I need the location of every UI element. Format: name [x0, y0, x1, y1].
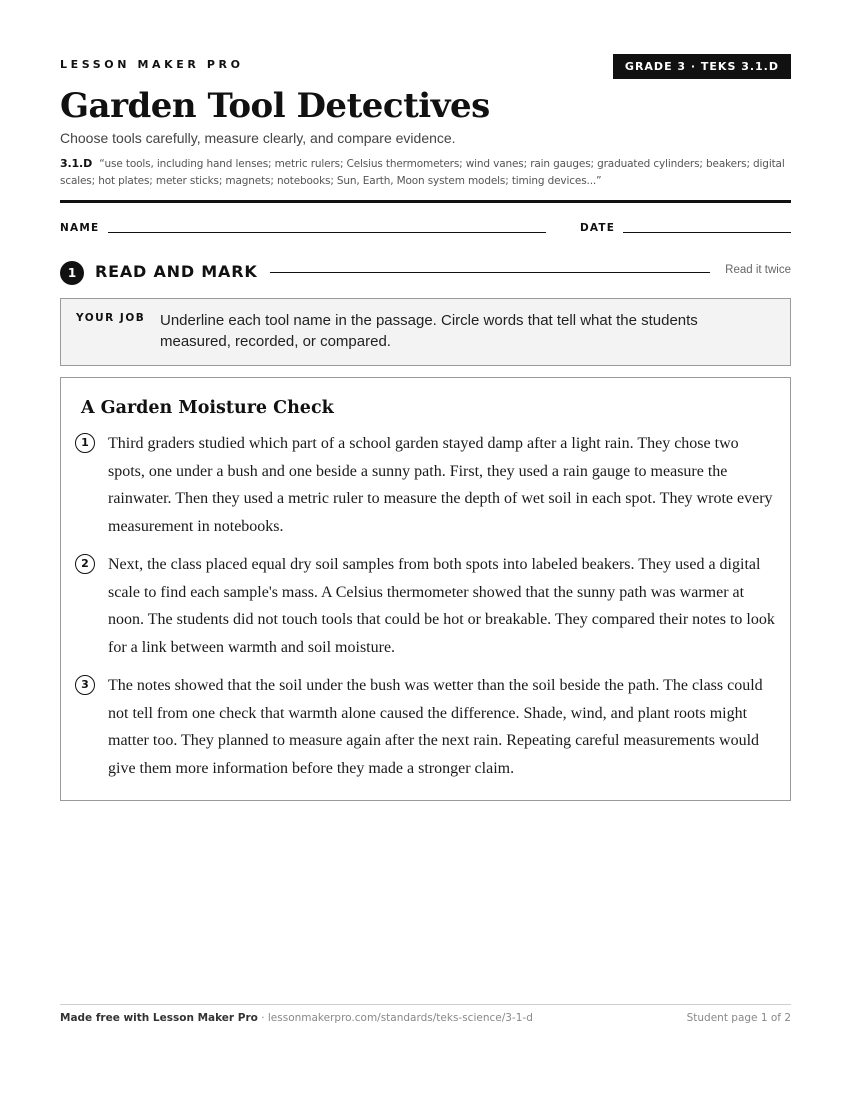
standard-statement: [60, 155, 791, 190]
paragraph-number: 3: [75, 675, 95, 695]
footer-url-link[interactable]: lessonmakerpro.com/standards/teks-science/3-1-d: [267, 1012, 533, 1024]
footer-made-with: Made free with Lesson Maker Pro: [60, 1012, 258, 1024]
section-number-badge: 1: [60, 261, 84, 285]
passage-paragraph: Third graders studied which part of a school garden stayed damp after a light rain. They chose two spots, one under a bush and one beside a sunny path. First, they used a rain gauge to measure the rainwater. Then they used a metric ruler to measure the depth of wet soil in each spot. They wrote every measurement in notebooks.: [108, 435, 773, 535]
footer-page-number: Student page 1 of 2: [686, 1012, 791, 1024]
job-text: Underline each tool name in the passage. Circle words that tell what the students measured, recorded, or compared.: [160, 312, 698, 350]
brand-name: LESSON MAKER PRO: [60, 58, 244, 71]
date-field[interactable]: [623, 232, 791, 233]
footer-divider: [60, 1004, 791, 1005]
name-label: NAME: [60, 222, 100, 234]
job-label: YOUR JOB: [76, 312, 146, 324]
passage-paragraph: The notes showed that the soil under the bush was wetter than the soil beside the path. The class could not tell from one check that warmth alone caused the difference. Shade, wind, and plant roots might matter too. They planned to measure again after the next rain. Repeating careful measurements would give them more information before they made a stronger claim.: [108, 677, 763, 777]
section-divider: [270, 272, 710, 273]
passage-paragraph: Next, the class placed equal dry soil samples from both spots into labeled beakers. They used a digital scale to find each sample's mass. A Celsius thermometer showed that the sunny path was warmer at noon. The students did not touch tools that could be hot or breakable. They compared their notes to look for a link between warmth and soil moisture.: [108, 556, 775, 656]
passage-title: A Garden Moisture Check: [81, 398, 334, 418]
paragraph-number: 1: [75, 433, 95, 453]
passage-box: [60, 377, 791, 801]
date-label: DATE: [580, 222, 616, 234]
standard-text: “use tools, including hand lenses; metric rulers; Celsius thermometers; wind vanes; rain gauges; graduated cylinders; beakers; digital scales; hot plates; meter sticks; magnets; notebooks; Sun, Earth, Moon system models; timing devices...”: [60, 158, 785, 187]
worksheet-page: [60, 0, 791, 1100]
header-divider: [60, 200, 791, 203]
grade-badge: GRADE 3 · TEKS 3.1.D: [613, 54, 791, 79]
job-instructions-box: [60, 298, 791, 366]
section-note: Read it twice: [725, 264, 791, 276]
section-header: [60, 260, 791, 282]
name-field[interactable]: [108, 232, 546, 233]
student-fields: [60, 222, 791, 238]
page-subtitle: Choose tools carefully, measure clearly, and compare evidence.: [60, 130, 456, 146]
paragraph-number: 2: [75, 554, 95, 574]
footer-credit: [60, 1012, 533, 1024]
footer-separator: ·: [257, 1012, 268, 1024]
section-title: READ AND MARK: [95, 262, 258, 281]
page-title: Garden Tool Detectives: [60, 86, 490, 126]
standard-code: 3.1.D: [60, 157, 93, 170]
